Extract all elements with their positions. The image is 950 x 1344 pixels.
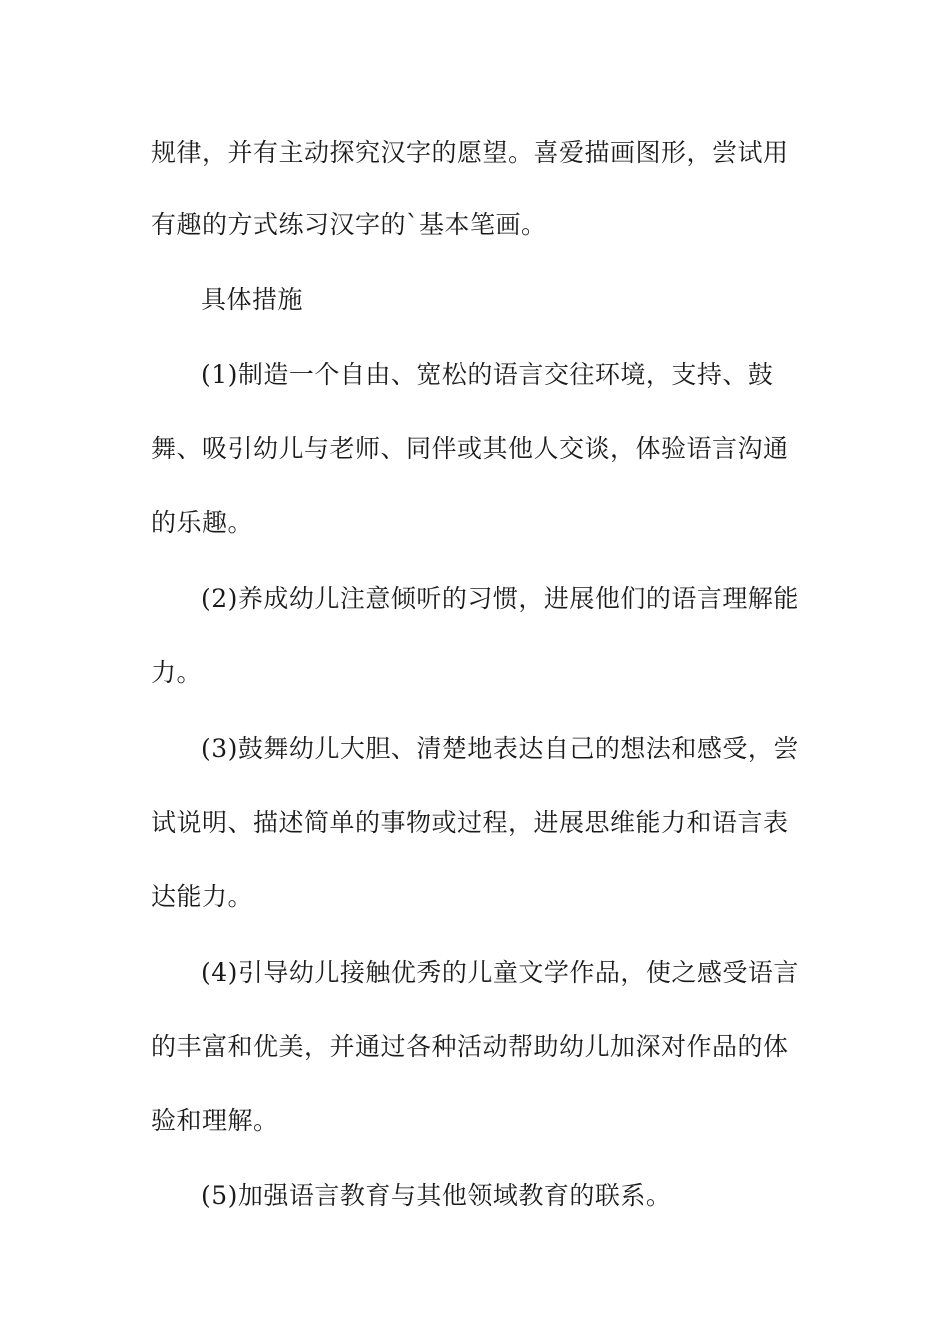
measure-3-line-3: 达能力。 (151, 882, 254, 911)
measure-4-line-1: (4)引导幼儿接触优秀的儿童文学作品，使之感受语言 (201, 958, 799, 987)
measure-3-line-1: (3)鼓舞幼儿大胆、清楚地表达自己的想法和感受，尝 (201, 734, 799, 763)
measure-3-line-2: 试说明、描述简单的事物或过程，进展思维能力和语言表 (151, 808, 789, 837)
section-heading: 具体措施 (201, 285, 304, 314)
measure-1-line-1: (1)制造一个自由、宽松的语言交往环境，支持、鼓 (201, 360, 774, 389)
measure-2-line-2: 力。 (151, 658, 203, 687)
measure-1-line-3: 的乐趣。 (151, 508, 254, 537)
measure-4-line-3: 验和理解。 (151, 1106, 279, 1135)
measure-5-line-1: (5)加强语言教育与其他领域教育的联系。 (201, 1181, 672, 1210)
measure-4-line-2: 的丰富和优美，并通过各种活动帮助幼儿加深对作品的体 (151, 1032, 789, 1061)
text-line: 有趣的方式练习汉字的`基本笔画。 (151, 210, 547, 239)
text-line-continuation: 规律，并有主动探究汉字的愿望。喜爱描画图形，尝试用 (151, 138, 789, 167)
measure-1-line-2: 舞、吸引幼儿与老师、同伴或其他人交谈，体验语言沟通 (151, 434, 789, 463)
measure-2-line-1: (2)养成幼儿注意倾听的习惯，进展他们的语言理解能 (201, 584, 799, 613)
